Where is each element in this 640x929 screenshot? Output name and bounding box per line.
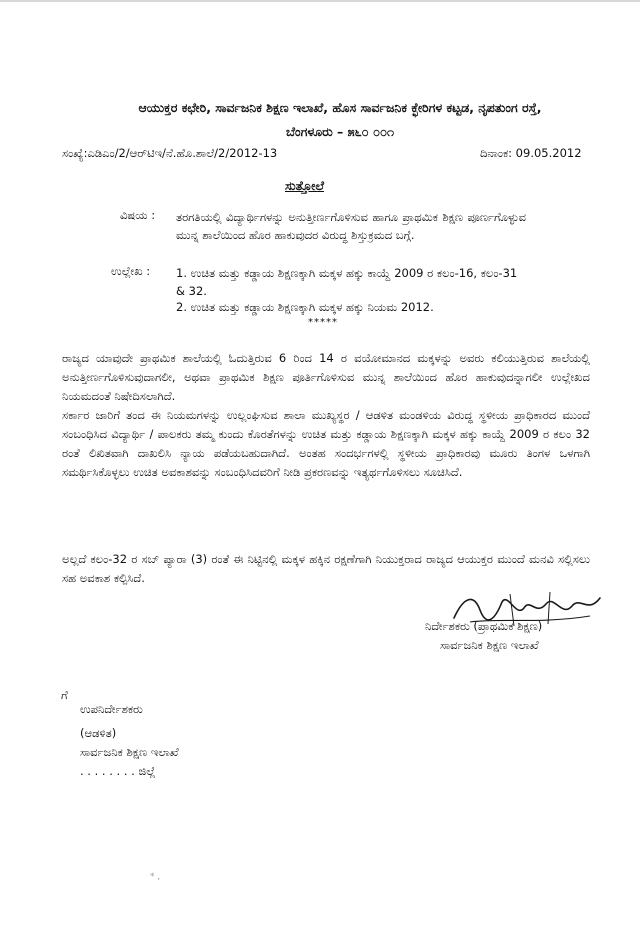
reference-item-2: 2. ಉಚಿತ ಮತ್ತು ಕಡ್ಡಾಯ ಶಿಕ್ಷಣಕ್ಕಾಗಿ ಮಕ್ಕಳ ಹಕ್ಕು ನಿಯಮ 2012. — [176, 300, 434, 314]
body-paragraph-3: ಅಲ್ಲದೆ ಕಲಂ-32 ರ ಸಬ್ ಪ್ಯಾರಾ (3) ರಂತೆ ಈ ನಿಟ್ಟಿನಲ್ಲಿ ಮಕ್ಕಳ ಹಕ್ಕಿನ ರಕ್ಷಣೆಗಾಗಿ ನಿಯುಕ್ತರಾದ ರಾಜ್ಯದ ಆಯುಕ್ತರ ಮುಂದೆ ಮನವಿ ಸಲ್ಲಿಸಲು ಸಹ ಅವಕಾಶ ಕಲ್ಪಿಸಿದೆ. — [62, 552, 590, 585]
reference-number: ಸಂಖ್ಯೆ:ಎಡಿಎಂ/2/ಆರ್‌ಟಿಇ/ನೆ.ಹೊ.ಶಾಲೆ/2/2012-13 — [62, 146, 278, 160]
signatory-department: ಸಾರ್ವಜನಿಕ ಶಿಕ್ಷಣ ಇಲಾಖೆ — [440, 638, 539, 652]
references-label: ಉಲ್ಲೇಖ : — [111, 264, 151, 278]
body-paragraph-1: ರಾಜ್ಯದ ಯಾವುದೇ ಪ್ರಾಥಮಿಕ ಶಾಲೆಯಲ್ಲಿ ಓದುತ್ತಿರುವ 6 ರಿಂದ 14 ರ ವಯೋಮಾನದ ಮಕ್ಕಳನ್ನು ಅವರು ಕಲಿಯುತ್ತಿರುವ ಶಾಲೆಯಲ್ಲಿ ಅನುತ್ತೀರ್ಣಗೊಳಿಸುವುದಾಗಲೀ, ಅಥವಾ ಪ್ರಾಥಮಿಕ ಶಿಕ್ಷಣ ಪೂರ್ತಿಗೊಳಿಸುವ ಮುನ್ನ ಶಾಲೆಯಿಂದ ಹೊರ ಹಾಕುವುದನ್ನಾಗಲೀ ಉಲ್ಲೇಖದ ನಿಯಮದಂತೆ ನಿಷೇದಿಸಲಾಗಿದೆ. — [62, 351, 590, 403]
recipient-line-1: ಉಪನಿರ್ದೇಶಕರು — [80, 702, 143, 716]
body-paragraph-2: ಸರ್ಕಾರ ಜಾರಿಗೆ ತಂದ ಈ ನಿಯಮಗಳನ್ನು ಉಲ್ಲಂಘಿಸುವ ಶಾಲಾ ಮುಖ್ಯಸ್ಥರ / ಆಡಳಿತ ಮಂಡಳಿಯ ವಿರುದ್ಧ ಸ್ಥಳೀಯ ಪ್ರಾಧಿಕಾರದ ಮುಂದೆ ಸಂಬಂಧಿಸಿದ ವಿದ್ಯಾರ್ಥಿ / ಪಾಲಕರು ತಮ್ಮ ಕುಂದು ಕೊರತೆಗಳನ್ನು ಉಚಿತ ಮತ್ತು ಕಡ್ಡಾಯ ಶಿಕ್ಷಣಕ್ಕಾಗಿ ಮಕ್ಕಳ ಹಕ್ಕು ಕಾಯ್ದೆ 2009 ರ ಕಲಂ 32 ರಂತೆ ಲಿಖಿತವಾಗಿ ದಾಖಲಿಸಿ ನ್ಯಾಯ ಪಡೆಯಬಹುದಾಗಿದೆ. ಅಂತಹ ಸಂದರ್ಭಗಳಲ್ಲಿ ಸ್ಥಳೀಯ ಪ್ರಾಧಿಕಾರವು ಮೂರು ತಿಂಗಳ ಒಳಗಾಗಿ ಸಮರ್ಥಿಸಿಕೊಳ್ಳಲು ಉಚಿತ ಅವಕಾಶವನ್ನು ಸಂಬಂಧಿಸಿದವರಿಗೆ ನೀಡಿ ಪ್ರಕರಣವನ್ನು ಇತ್ಯರ್ಥಗೊಳಿಸಲು ಸೂಚಿಸಿದೆ. — [62, 408, 590, 479]
subject-label: ವಿಷಯ : — [120, 208, 156, 222]
office-header — [60, 96, 620, 144]
office-address-line: ಆಯುಕ್ತರ ಕಛೇರಿ, ಸಾರ್ವಜನಿಕ ಶಿಕ್ಷಣ ಇಲಾಖೆ, ಹೊಸ ಸಾರ್ವಜನಿಕ ಕ್ಛೇರಿಗಳ ಕಟ್ಟಡ, ನೃಪತುಂಗ ರಸ್ತೆ, — [138, 100, 542, 115]
office-city-line: ಬೆಂಗಳೂರು – ೫೬೦ ೦೦೧ — [286, 124, 394, 139]
document-title: ಸುತ್ತೋಲೆ — [285, 178, 324, 193]
reference-item-1: 1. ಉಚಿತ ಮತ್ತು ಕಡ್ಡಾಯ ಶಿಕ್ಷಣಕ್ಕಾಗಿ ಮಕ್ಕಳ ಹಕ್ಕು ಕಾಯ್ದೆ 2009 ರ ಕಲಂ-16, ಕಲಂ-31 & 32. — [176, 266, 518, 298]
signatory-title: ನಿರ್ದೇಶಕರು (ಪ್ರಾಥಮಿಕ ಶಿಕ್ಷಣ) — [425, 619, 543, 633]
section-separator: ***** — [308, 317, 338, 328]
recipient-line-3: ಸಾರ್ವಜನಿಕ ಶಿಕ್ಷಣ ಇಲಾಖೆ — [80, 745, 179, 759]
scan-mark: * , — [150, 872, 161, 882]
recipient-to-label: ಗೆ — [61, 688, 68, 702]
recipient-line-2: (ಆಡಳಿತ) — [80, 726, 117, 740]
recipient-line-4: . . . . . . . . ಜಿಲ್ಲೆ — [80, 764, 156, 778]
subject-text: ತರಗತಿಯಲ್ಲಿ ವಿದ್ಯಾರ್ಥಿಗಳನ್ನು ಅನುತ್ತೀರ್ಣಗೊಳಿಸುವ ಹಾಗೂ ಪ್ರಾಥಮಿಕ ಶಿಕ್ಷಣ ಪೂರ್ಣಗೊಳ್ಳುವ ಮುನ್ನ ಶಾಲೆಯಿಂದ ಹೊರ ಹಾಕುವುದರ ವಿರುದ್ಧ ಶಿಸ್ತುಕ್ರಮದ ಬಗ್ಗೆ. — [176, 210, 526, 242]
issue-date: ದಿನಾಂಕ: 09.05.2012 — [480, 146, 582, 160]
